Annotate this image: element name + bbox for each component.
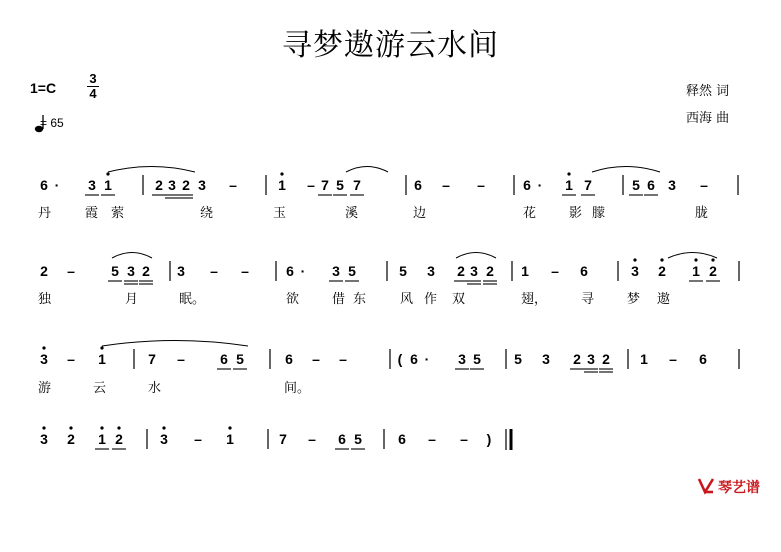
note: 5 [236, 351, 244, 367]
dash: – [477, 177, 485, 193]
note: 2 [142, 263, 150, 279]
dash: – [229, 177, 237, 193]
lyric: 影 [569, 206, 583, 221]
lyric: 双 [452, 292, 466, 307]
tie-arc [592, 167, 660, 173]
note: 2 [658, 263, 666, 279]
octave-dot [69, 426, 72, 429]
lyric: 风 [400, 292, 414, 307]
lyric: 溪 [345, 206, 359, 221]
note: 3 [458, 351, 466, 367]
octave-dot [660, 258, 663, 261]
note: 3 [587, 351, 595, 367]
note: 3 [427, 263, 435, 279]
key-signature: 1=C [30, 80, 57, 96]
lyric: 遨 [657, 292, 671, 307]
note: 1 [640, 351, 648, 367]
tie-arc [456, 253, 496, 259]
dot-extension: · [424, 351, 430, 367]
note: 7 [321, 177, 329, 193]
octave-dot [100, 346, 103, 349]
dash: – [428, 431, 436, 447]
lyric: 翅， [521, 292, 548, 307]
dash: – [312, 351, 320, 367]
note: 2 [182, 177, 190, 193]
note: 3 [160, 431, 168, 447]
octave-dot [633, 258, 636, 261]
note: 2 [709, 263, 717, 279]
note: 3 [332, 263, 340, 279]
lyric: 朦 [592, 206, 606, 221]
lyric: 东 [353, 292, 367, 307]
octave-dot [42, 426, 45, 429]
note: 6 [285, 351, 293, 367]
note: 6 [398, 431, 406, 447]
note: 6 [220, 351, 228, 367]
repeat-paren: ( [397, 351, 403, 367]
note: 1 [565, 177, 573, 193]
dash: – [67, 263, 75, 279]
note: 3 [631, 263, 639, 279]
dash: – [67, 351, 75, 367]
dot-extension: · [300, 263, 306, 279]
octave-dot [42, 346, 45, 349]
note: 6 [286, 263, 294, 279]
lyric: 欲 [286, 292, 300, 307]
dash: – [339, 351, 347, 367]
note: 2 [40, 263, 48, 279]
note: 3 [127, 263, 135, 279]
dash: – [308, 431, 316, 447]
dash: – [194, 431, 202, 447]
note: 5 [336, 177, 344, 193]
lyricist-credit: 释然 词 [686, 84, 730, 99]
note: 1 [521, 263, 529, 279]
note: 6 [40, 177, 48, 193]
tie-arc [346, 167, 388, 173]
note: 2 [457, 263, 465, 279]
octave-dot [117, 426, 120, 429]
note: 5 [514, 351, 522, 367]
note: 7 [279, 431, 287, 447]
note: 1 [278, 177, 286, 193]
note: 5 [399, 263, 407, 279]
note: 3 [470, 263, 478, 279]
octave-dot [567, 172, 570, 175]
dash: – [307, 177, 315, 193]
dash: – [177, 351, 185, 367]
dash: – [241, 263, 249, 279]
lyric: 绕 [200, 206, 214, 221]
octave-dot [280, 172, 283, 175]
note: 7 [584, 177, 592, 193]
octave-dot [711, 258, 714, 261]
note: 1 [98, 351, 106, 367]
note: 5 [473, 351, 481, 367]
dash: – [669, 351, 677, 367]
lyric: 水 [148, 381, 162, 396]
note: 3 [668, 177, 676, 193]
note: 3 [177, 263, 185, 279]
tie-arc [102, 341, 248, 347]
note: 2 [486, 263, 494, 279]
note: 1 [692, 263, 700, 279]
octave-dot [162, 426, 165, 429]
time-signature-top: 3 [89, 71, 97, 86]
lyric: 借 [332, 292, 346, 307]
note: 1 [226, 431, 234, 447]
composer-credit: 西海 曲 [686, 111, 730, 126]
note: 2 [67, 431, 75, 447]
lyric: 寻 [581, 292, 595, 307]
note: 3 [542, 351, 550, 367]
note: 5 [111, 263, 119, 279]
repeat-paren: ) [486, 431, 492, 447]
octave-dot [106, 172, 109, 175]
note: 2 [573, 351, 581, 367]
note: 6 [414, 177, 422, 193]
lyric: 边 [413, 206, 427, 221]
note: 7 [148, 351, 156, 367]
watermark-logo [696, 476, 760, 496]
dot-extension: · [537, 177, 543, 193]
lyric: 云 [93, 381, 107, 396]
note: 5 [354, 431, 362, 447]
note: 1 [104, 177, 112, 193]
note: 6 [647, 177, 655, 193]
octave-dot [100, 426, 103, 429]
note: 2 [115, 431, 123, 447]
octave-dot [228, 426, 231, 429]
lyric: 游 [38, 381, 52, 396]
note: 3 [40, 351, 48, 367]
octave-dot [694, 258, 697, 261]
lyric: 萦 [111, 206, 125, 221]
dot-extension: · [54, 177, 60, 193]
lyric: 月 [125, 292, 139, 307]
time-signature-bottom: 4 [89, 86, 97, 101]
lyric: 霞 [85, 206, 99, 221]
note: 3 [88, 177, 96, 193]
dash: – [210, 263, 218, 279]
dash: – [551, 263, 559, 279]
note: 2 [155, 177, 163, 193]
lyric: 玉 [273, 206, 287, 221]
song-title: 寻梦遨游云水间 [282, 28, 499, 63]
note: 5 [632, 177, 640, 193]
lyric: 眠。 [179, 292, 206, 307]
watermark-text: 琴艺谱 [718, 480, 760, 496]
note: 3 [40, 431, 48, 447]
dash: – [700, 177, 708, 193]
tie-arc [668, 253, 717, 259]
note: 2 [602, 351, 610, 367]
lyric: 丹 [38, 206, 52, 221]
logo-icon [696, 476, 716, 496]
note: 7 [353, 177, 361, 193]
lyric: 间。 [284, 381, 311, 396]
tempo-marking: = 65 [40, 116, 64, 130]
note: 6 [338, 431, 346, 447]
tie-arc [108, 167, 195, 173]
lyric: 独 [38, 292, 52, 307]
note: 6 [410, 351, 418, 367]
lyric: 花 [523, 206, 537, 221]
note: 3 [168, 177, 176, 193]
note: 6 [699, 351, 707, 367]
note: 1 [98, 431, 106, 447]
lyric: 作 [424, 292, 438, 307]
note: 6 [523, 177, 531, 193]
note: 5 [348, 263, 356, 279]
lyric: 胧 [695, 206, 709, 221]
dash: – [442, 177, 450, 193]
tie-arc [112, 253, 152, 259]
note: 6 [580, 263, 588, 279]
lyric: 梦 [627, 292, 641, 307]
dash: – [460, 431, 468, 447]
note: 3 [198, 177, 206, 193]
